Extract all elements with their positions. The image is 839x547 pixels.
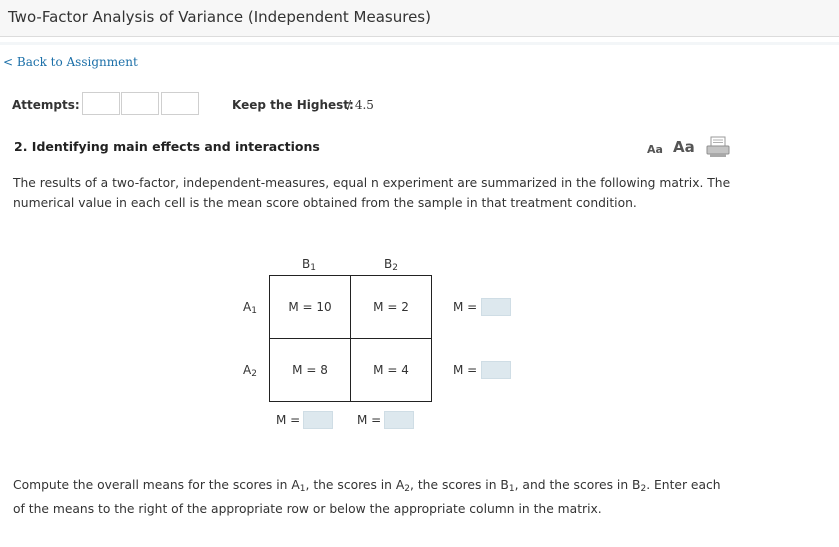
- col-b2-mean-label: M =: [357, 413, 382, 427]
- row-header-a1: $A_1$: [243, 300, 257, 316]
- cell-a1-b2: M = 2: [350, 275, 432, 339]
- back-to-assignment-link[interactable]: < Back to Assignment: [3, 55, 138, 69]
- attempt-box-2: [121, 92, 159, 115]
- title-bar: [0, 0, 839, 37]
- row-a2-mean-label: M =: [453, 363, 478, 377]
- font-decrease-button[interactable]: Aa: [647, 143, 663, 156]
- row-a2-mean-input[interactable]: [481, 361, 511, 379]
- column-header-b2: $B_2$: [384, 257, 398, 273]
- col-b1-mean-input[interactable]: [303, 411, 333, 429]
- question-instructions: Compute the overall means for the scores in $A_1$, the scores in $A_2$, the scores in $B_1$, and the scores in $B_2$. Enter each of the means to the right of the appropriate row or below the appropriate column in the matrix.: [13, 478, 721, 516]
- attempt-box-3: [161, 92, 199, 115]
- row-a1-mean-input[interactable]: [481, 298, 511, 316]
- cell-a2-b2: M = 4: [350, 338, 432, 402]
- keep-highest-label: Keep the Highest:: [232, 98, 354, 112]
- column-header-b1: $B_1$: [302, 257, 316, 273]
- question-intro: The results of a two-factor, independent-measures, equal n experiment are summarized in the following matrix. The numerical value in each cell is the mean score obtained from the sample in that treatment condition.: [13, 176, 731, 210]
- col-b1-mean-label: M =: [276, 413, 301, 427]
- header-divider: [0, 42, 839, 45]
- font-increase-button[interactable]: Aa: [673, 138, 695, 156]
- col-b2-mean-input[interactable]: [384, 411, 414, 429]
- attempt-box-1: [82, 92, 120, 115]
- window-title: Two-Factor Analysis of Variance (Independent Measures): [8, 8, 431, 26]
- row-header-a2: $A_2$: [243, 363, 257, 379]
- cell-a1-b1: M = 10: [269, 275, 351, 339]
- score-value: / 4.5: [347, 98, 374, 112]
- question-title: 2. Identifying main effects and interactions: [14, 139, 320, 154]
- print-icon[interactable]: [706, 136, 730, 158]
- cell-a2-b1: M = 8: [269, 338, 351, 402]
- row-a1-mean-label: M =: [453, 300, 478, 314]
- attempts-label: Attempts:: [12, 98, 80, 112]
